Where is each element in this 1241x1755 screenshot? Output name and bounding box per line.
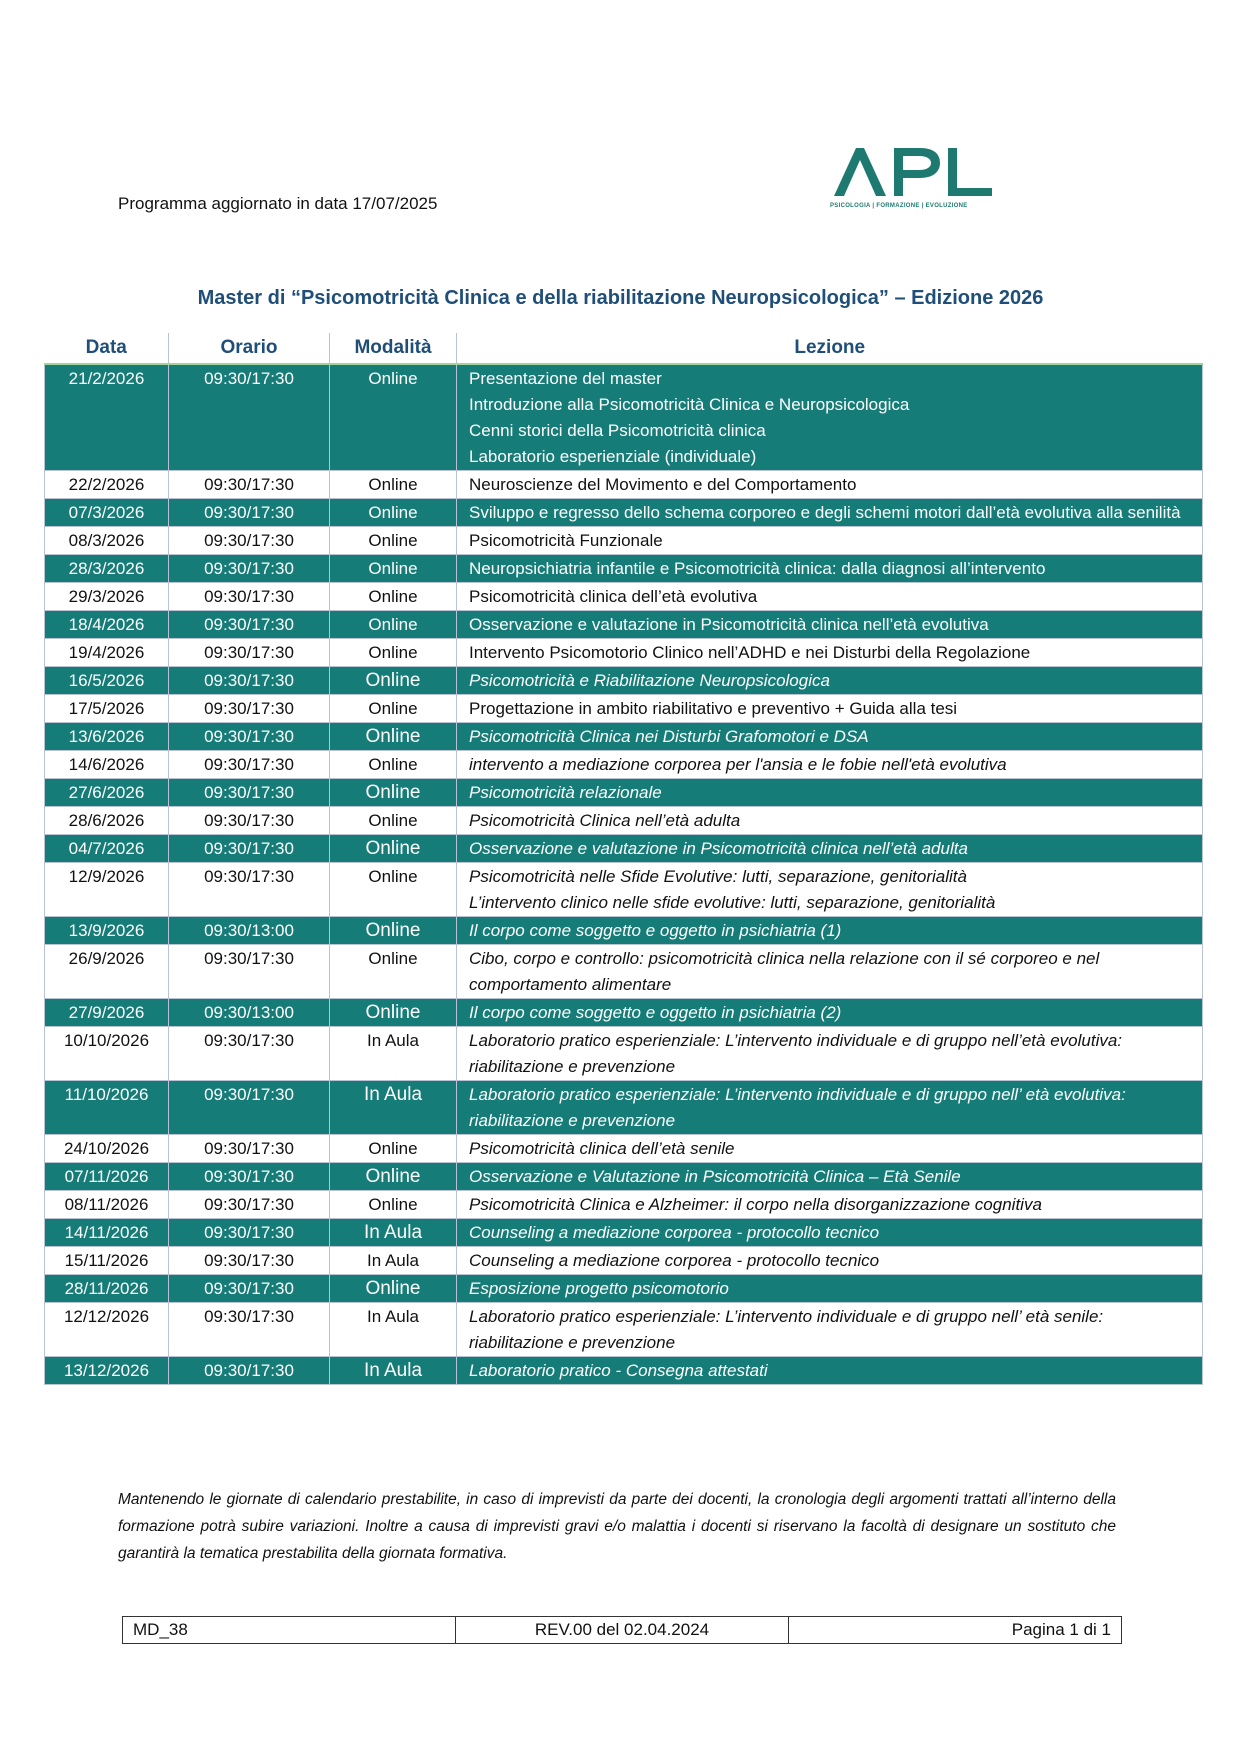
cell-date: 28/11/2026 (45, 1275, 169, 1303)
lesson-title: Psicomotricità e Riabilitazione Neuropsicologica (469, 671, 830, 690)
lesson-title: Neuropsichiatria infantile e Psicomotricità clinica: dalla diagnosi all’intervento (469, 559, 1046, 578)
table-row (45, 364, 1203, 471)
lesson-title: Psicomotricità nelle Sfide Evolutive: lutti, separazione, genitorialità (469, 867, 967, 886)
cell-date: 19/4/2026 (45, 639, 169, 667)
table-row (45, 917, 1203, 945)
cell-lesson (457, 807, 1203, 835)
cell-mode: Online (330, 695, 457, 723)
cell-time: 09:30/17:30 (169, 471, 330, 499)
cell-time: 09:30/17:30 (169, 1303, 330, 1357)
cell-mode: Online (330, 1135, 457, 1163)
cell-mode: Online (330, 471, 457, 499)
cell-lesson (457, 1191, 1203, 1219)
cell-lesson (457, 1247, 1203, 1275)
cell-mode: Online (330, 917, 457, 945)
cell-time: 09:30/17:30 (169, 527, 330, 555)
lesson-title: Psicomotricità Clinica nell’età adulta (469, 811, 741, 830)
cell-lesson (457, 779, 1203, 807)
cell-time: 09:30/17:30 (169, 1081, 330, 1135)
cell-mode: In Aula (330, 1219, 457, 1247)
cell-lesson (457, 1303, 1203, 1357)
lesson-title: intervento a mediazione corporea per l'ansia e le fobie nell'età evolutiva (469, 755, 1007, 774)
cell-lesson (457, 667, 1203, 695)
cell-lesson (457, 917, 1203, 945)
cell-date: 28/3/2026 (45, 555, 169, 583)
cell-date: 16/5/2026 (45, 667, 169, 695)
lesson-title: Counseling a mediazione corporea - protocollo tecnico (469, 1223, 880, 1242)
cell-date: 27/6/2026 (45, 779, 169, 807)
cell-time: 09:30/13:00 (169, 917, 330, 945)
cell-lesson (457, 555, 1203, 583)
header-mode: Modalità (330, 333, 457, 364)
cell-date: 17/5/2026 (45, 695, 169, 723)
cell-date: 13/9/2026 (45, 917, 169, 945)
document-title: Master di “Psicomotricità Clinica e della riabilitazione Neuropsicologica” – Edizione 2026 (197, 287, 1044, 309)
cell-lesson (457, 835, 1203, 863)
cell-lesson (457, 1219, 1203, 1247)
cell-lesson (457, 1135, 1203, 1163)
cell-mode: In Aula (330, 1357, 457, 1385)
cell-lesson (457, 1027, 1203, 1081)
table-header-row (45, 333, 1203, 364)
lesson-title: Laboratorio pratico - Consegna attestati (469, 1361, 768, 1380)
cell-mode: Online (330, 639, 457, 667)
lesson-title: Psicomotricità clinica dell’età senile (469, 1139, 735, 1158)
cell-mode: Online (330, 555, 457, 583)
cell-mode: Online (330, 527, 457, 555)
table-row (45, 945, 1203, 999)
table-row (45, 1191, 1203, 1219)
cell-time: 09:30/13:00 (169, 999, 330, 1027)
disclaimer-note: Mantenendo le giornate di calendario prestabilite, in caso di imprevisti da parte dei docenti, la cronologia degli argomenti trattati all’interno della formazione potrà subire variazioni. Inoltre a causa di imprevisti gravi e/o malattia i docenti si riservano la facoltà di designare un sostituto che garantirà la tematica prestabilita della giornata formativa. (118, 1491, 1116, 1562)
cell-date: 18/4/2026 (45, 611, 169, 639)
cell-mode: In Aula (330, 1303, 457, 1357)
cell-mode: Online (330, 807, 457, 835)
cell-lesson (457, 863, 1203, 917)
table-row (45, 499, 1203, 527)
cell-mode: Online (330, 1191, 457, 1219)
lesson-title: Introduzione alla Psicomotricità Clinica e Neuropsicologica (469, 395, 910, 414)
table-row (45, 751, 1203, 779)
cell-lesson (457, 1275, 1203, 1303)
cell-lesson (457, 1357, 1203, 1385)
revision-info: REV.00 del 02.04.2024 (456, 1617, 789, 1644)
table-row (45, 1357, 1203, 1385)
apl-logo (830, 142, 995, 216)
table-row (45, 583, 1203, 611)
table-row (45, 695, 1203, 723)
table-row (45, 1303, 1203, 1357)
table-row (45, 1219, 1203, 1247)
cell-time: 09:30/17:30 (169, 364, 330, 471)
cell-date: 10/10/2026 (45, 1027, 169, 1081)
table-row (45, 1247, 1203, 1275)
lesson-title: Sviluppo e regresso dello schema corporeo e degli schemi motori dall’età evolutiva alla senilità (469, 503, 1181, 522)
cell-time: 09:30/17:30 (169, 1191, 330, 1219)
apl-logo-mark (830, 142, 995, 202)
cell-time: 09:30/17:30 (169, 945, 330, 999)
cell-time: 09:30/17:30 (169, 1219, 330, 1247)
cell-time: 09:30/17:30 (169, 611, 330, 639)
cell-lesson (457, 1163, 1203, 1191)
cell-time: 09:30/17:30 (169, 1027, 330, 1081)
cell-time: 09:30/17:30 (169, 1163, 330, 1191)
cell-date: 15/11/2026 (45, 1247, 169, 1275)
cell-time: 09:30/17:30 (169, 807, 330, 835)
cell-lesson (457, 499, 1203, 527)
lesson-title: Psicomotricità clinica dell’età evolutiva (469, 587, 758, 606)
cell-lesson (457, 471, 1203, 499)
cell-date: 28/6/2026 (45, 807, 169, 835)
cell-date: 12/12/2026 (45, 1303, 169, 1357)
cell-date: 21/2/2026 (45, 364, 169, 471)
table-row (45, 1027, 1203, 1081)
lesson-title: Presentazione del master (469, 369, 662, 388)
cell-time: 09:30/17:30 (169, 583, 330, 611)
table-row (45, 471, 1203, 499)
table-row (45, 863, 1203, 917)
cell-lesson (457, 751, 1203, 779)
footer-row (123, 1617, 1122, 1644)
lesson-title: Laboratorio pratico esperienziale: L’intervento individuale e di gruppo nell’età evolutiva: riabilitazione e prevenzione (469, 1031, 1123, 1076)
lesson-title: Il corpo come soggetto e oggetto in psichiatria (1) (469, 921, 842, 940)
cell-date: 11/10/2026 (45, 1081, 169, 1135)
cell-time: 09:30/17:30 (169, 667, 330, 695)
lesson-title: Intervento Psicomotorio Clinico nell’ADHD e nei Disturbi della Regolazione (469, 643, 1031, 662)
header-date: Data (45, 333, 169, 364)
cell-mode: Online (330, 779, 457, 807)
cell-time: 09:30/17:30 (169, 499, 330, 527)
cell-mode: Online (330, 499, 457, 527)
table-row (45, 639, 1203, 667)
cell-date: 22/2/2026 (45, 471, 169, 499)
lesson-title: Esposizione progetto psicomotorio (469, 1279, 729, 1298)
schedule-table (44, 333, 1203, 1385)
cell-date: 13/6/2026 (45, 723, 169, 751)
cell-time: 09:30/17:30 (169, 695, 330, 723)
cell-date: 24/10/2026 (45, 1135, 169, 1163)
cell-lesson (457, 583, 1203, 611)
schedule-body (45, 364, 1203, 1385)
cell-time: 09:30/17:30 (169, 1357, 330, 1385)
table-row (45, 1135, 1203, 1163)
cell-mode: Online (330, 667, 457, 695)
header-time: Orario (169, 333, 330, 364)
table-row (45, 835, 1203, 863)
cell-mode: In Aula (330, 1247, 457, 1275)
table-row (45, 1275, 1203, 1303)
page-number: Pagina 1 di 1 (789, 1617, 1122, 1644)
cell-date: 14/6/2026 (45, 751, 169, 779)
lesson-title: Osservazione e valutazione in Psicomotricità clinica nell’età evolutiva (469, 615, 989, 634)
cell-lesson (457, 527, 1203, 555)
cell-time: 09:30/17:30 (169, 1275, 330, 1303)
lesson-title: Cenni storici della Psicomotricità clinica (469, 421, 766, 440)
cell-time: 09:30/17:30 (169, 555, 330, 583)
cell-time: 09:30/17:30 (169, 639, 330, 667)
lesson-title: Progettazione in ambito riabilitativo e preventivo + Guida alla tesi (469, 699, 958, 718)
cell-mode: In Aula (330, 1081, 457, 1135)
cell-date: 14/11/2026 (45, 1219, 169, 1247)
cell-date: 07/11/2026 (45, 1163, 169, 1191)
cell-date: 08/3/2026 (45, 527, 169, 555)
cell-date: 13/12/2026 (45, 1357, 169, 1385)
table-row (45, 1163, 1203, 1191)
table-row (45, 667, 1203, 695)
cell-lesson (457, 999, 1203, 1027)
lesson-title: Psicomotricità relazionale (469, 783, 662, 802)
cell-mode: Online (330, 583, 457, 611)
cell-date: 12/9/2026 (45, 863, 169, 917)
cell-lesson (457, 723, 1203, 751)
table-row (45, 779, 1203, 807)
cell-mode: Online (330, 364, 457, 471)
lesson-title: Osservazione e valutazione in Psicomotricità clinica nell’età adulta (469, 839, 968, 858)
lesson-title: Cibo, corpo e controllo: psicomotricità clinica nella relazione con il sé corporeo e nel comportamento alimentare (469, 949, 1100, 994)
cell-mode: Online (330, 1275, 457, 1303)
table-row (45, 527, 1203, 555)
update-date-text: Programma aggiornato in data 17/07/2025 (118, 194, 438, 213)
cell-time: 09:30/17:30 (169, 1135, 330, 1163)
cell-time: 09:30/17:30 (169, 1247, 330, 1275)
table-row (45, 723, 1203, 751)
cell-mode: Online (330, 835, 457, 863)
cell-date: 08/11/2026 (45, 1191, 169, 1219)
cell-time: 09:30/17:30 (169, 723, 330, 751)
table-row (45, 555, 1203, 583)
cell-mode: Online (330, 945, 457, 999)
cell-mode: Online (330, 611, 457, 639)
cell-mode: Online (330, 1163, 457, 1191)
document-code: MD_38 (123, 1617, 456, 1644)
cell-time: 09:30/17:30 (169, 835, 330, 863)
table-row (45, 999, 1203, 1027)
table-row (45, 1081, 1203, 1135)
lesson-title: Counseling a mediazione corporea - protocollo tecnico (469, 1251, 880, 1270)
cell-lesson (457, 364, 1203, 471)
cell-mode: Online (330, 723, 457, 751)
lesson-title: Psicomotricità Funzionale (469, 531, 663, 550)
cell-mode: Online (330, 999, 457, 1027)
lesson-title: Psicomotricità Clinica e Alzheimer: il corpo nella disorganizzazione cognitiva (469, 1195, 1042, 1214)
logo-tagline: PSICOLOGIA | FORMAZIONE | EVOLUZIONE (830, 203, 968, 209)
lesson-title: Il corpo come soggetto e oggetto in psichiatria (2) (469, 1003, 842, 1022)
cell-mode: Online (330, 751, 457, 779)
header-lesson: Lezione (457, 333, 1203, 364)
table-row (45, 611, 1203, 639)
cell-lesson (457, 611, 1203, 639)
cell-time: 09:30/17:30 (169, 779, 330, 807)
cell-date: 29/3/2026 (45, 583, 169, 611)
lesson-title: Neuroscienze del Movimento e del Comportamento (469, 475, 857, 494)
cell-date: 26/9/2026 (45, 945, 169, 999)
table-row (45, 807, 1203, 835)
cell-lesson (457, 695, 1203, 723)
cell-mode: Online (330, 863, 457, 917)
cell-time: 09:30/17:30 (169, 863, 330, 917)
cell-lesson (457, 945, 1203, 999)
cell-date: 04/7/2026 (45, 835, 169, 863)
cell-time: 09:30/17:30 (169, 751, 330, 779)
lesson-title: Laboratorio pratico esperienziale: L’intervento individuale e di gruppo nell’ età senile: riabilitazione e prevenzione (469, 1307, 1104, 1352)
lesson-title: Laboratorio esperienziale (individuale) (469, 447, 757, 466)
lesson-title: L’intervento clinico nelle sfide evolutive: lutti, separazione, genitorialità (469, 893, 996, 912)
cell-mode: In Aula (330, 1027, 457, 1081)
lesson-title: Psicomotricità Clinica nei Disturbi Grafomotori e DSA (469, 727, 869, 746)
cell-lesson (457, 1081, 1203, 1135)
cell-date: 27/9/2026 (45, 999, 169, 1027)
cell-date: 07/3/2026 (45, 499, 169, 527)
lesson-title: Osservazione e Valutazione in Psicomotricità Clinica – Età Senile (469, 1167, 961, 1186)
footer-table (122, 1616, 1122, 1644)
lesson-title: Laboratorio pratico esperienziale: L’intervento individuale e di gruppo nell’ età evolutiva: riabilitazione e prevenzione (469, 1085, 1126, 1130)
cell-lesson (457, 639, 1203, 667)
